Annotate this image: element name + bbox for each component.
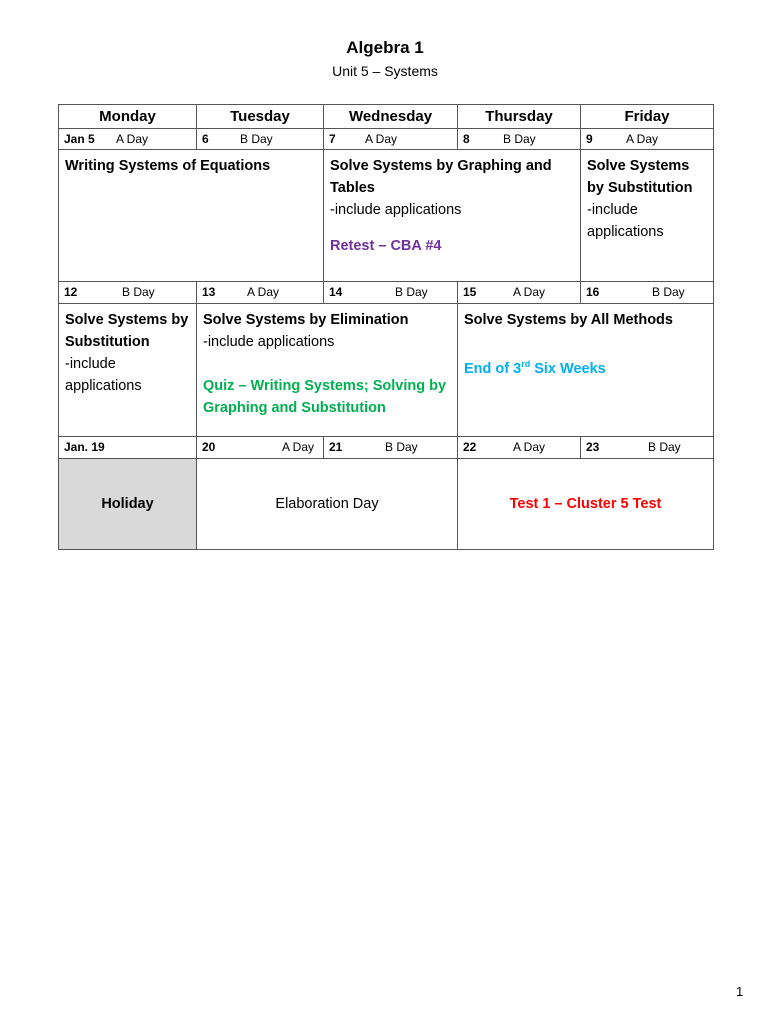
header-monday: Monday xyxy=(58,104,197,129)
day-type: A Day xyxy=(247,285,280,299)
lesson-note: -include applications xyxy=(203,334,335,350)
six-weeks-note-sup: rd xyxy=(521,359,531,369)
date-number: 13 xyxy=(202,285,216,299)
day-type: A Day xyxy=(513,285,546,299)
six-weeks-note xyxy=(464,353,707,380)
date-number: Jan 5 xyxy=(64,132,95,146)
calendar-table xyxy=(58,104,714,550)
lesson-note: -include applications xyxy=(330,202,462,218)
day-type: B Day xyxy=(122,285,155,299)
date-cell xyxy=(580,281,714,304)
day-type: A Day xyxy=(116,132,149,146)
lesson-cell xyxy=(196,303,458,437)
lesson-title: Solve Systems by Substitution xyxy=(587,158,693,196)
date-cell xyxy=(323,436,458,459)
date-number: 7 xyxy=(329,132,336,146)
date-number: 9 xyxy=(586,132,593,146)
date-cell xyxy=(58,281,197,304)
lesson-cell xyxy=(196,458,458,550)
day-type: B Day xyxy=(648,440,681,454)
day-type: B Day xyxy=(240,132,273,146)
day-type: A Day xyxy=(513,440,546,454)
page-number: 1 xyxy=(736,984,744,999)
elaboration-label: Elaboration Day xyxy=(275,496,379,512)
lesson-note: -include applications xyxy=(587,202,664,240)
lesson-title: Writing Systems of Equations xyxy=(65,158,271,174)
lesson-cell xyxy=(580,149,714,282)
lesson-cell xyxy=(323,149,581,282)
date-cell xyxy=(58,128,197,150)
day-type: A Day xyxy=(282,440,315,454)
six-weeks-note-post: Six Weeks xyxy=(530,360,606,377)
date-cell xyxy=(196,436,324,459)
date-cell xyxy=(457,128,581,150)
date-cell xyxy=(580,128,714,150)
lesson-title: Solve Systems by Graphing and Tables xyxy=(330,158,552,196)
date-number: 16 xyxy=(586,285,600,299)
lesson-title: Solve Systems by Elimination xyxy=(203,312,409,328)
lesson-note: -include applications xyxy=(65,356,142,394)
lesson-cell xyxy=(457,303,714,437)
day-type: B Day xyxy=(503,132,536,146)
date-number: 6 xyxy=(202,132,209,146)
date-cell xyxy=(58,436,197,459)
lesson-cell xyxy=(58,149,324,282)
date-number: 14 xyxy=(329,285,343,299)
date-cell xyxy=(196,281,324,304)
lesson-title: Solve Systems by Substitution xyxy=(65,312,189,350)
date-number: 22 xyxy=(463,440,477,454)
date-number: 12 xyxy=(64,285,78,299)
header-thursday: Thursday xyxy=(457,104,581,129)
date-number: 15 xyxy=(463,285,477,299)
date-cell xyxy=(323,128,458,150)
day-type: A Day xyxy=(365,132,398,146)
date-cell xyxy=(580,436,714,459)
date-number: Jan. 19 xyxy=(64,440,105,454)
page-title: Algebra 1 xyxy=(346,38,424,57)
day-type: B Day xyxy=(652,285,685,299)
test-label: Test 1 – Cluster 5 Test xyxy=(509,496,662,512)
day-type: B Day xyxy=(385,440,418,454)
date-number: 21 xyxy=(329,440,343,454)
header-wednesday: Wednesday xyxy=(323,104,458,129)
retest-note: Retest – CBA #4 xyxy=(330,238,442,254)
date-cell xyxy=(457,436,581,459)
lesson-title: Solve Systems by All Methods xyxy=(464,312,673,328)
date-number: 23 xyxy=(586,440,600,454)
holiday-label: Holiday xyxy=(101,496,154,512)
holiday-cell xyxy=(58,458,197,550)
date-number: 8 xyxy=(463,132,470,146)
page-subtitle: Unit 5 – Systems xyxy=(332,63,438,79)
quiz-note: Quiz – Writing Systems; Solving by Graphing and Substitution xyxy=(203,378,447,416)
day-type: A Day xyxy=(626,132,659,146)
date-cell xyxy=(457,281,581,304)
lesson-cell xyxy=(58,303,197,437)
header-friday: Friday xyxy=(580,104,714,129)
date-number: 20 xyxy=(202,440,216,454)
day-type: B Day xyxy=(395,285,428,299)
lesson-cell xyxy=(457,458,714,550)
six-weeks-note-pre: End of 3 xyxy=(464,360,522,377)
date-cell xyxy=(196,128,324,150)
header-tuesday: Tuesday xyxy=(196,104,324,129)
date-cell xyxy=(323,281,458,304)
